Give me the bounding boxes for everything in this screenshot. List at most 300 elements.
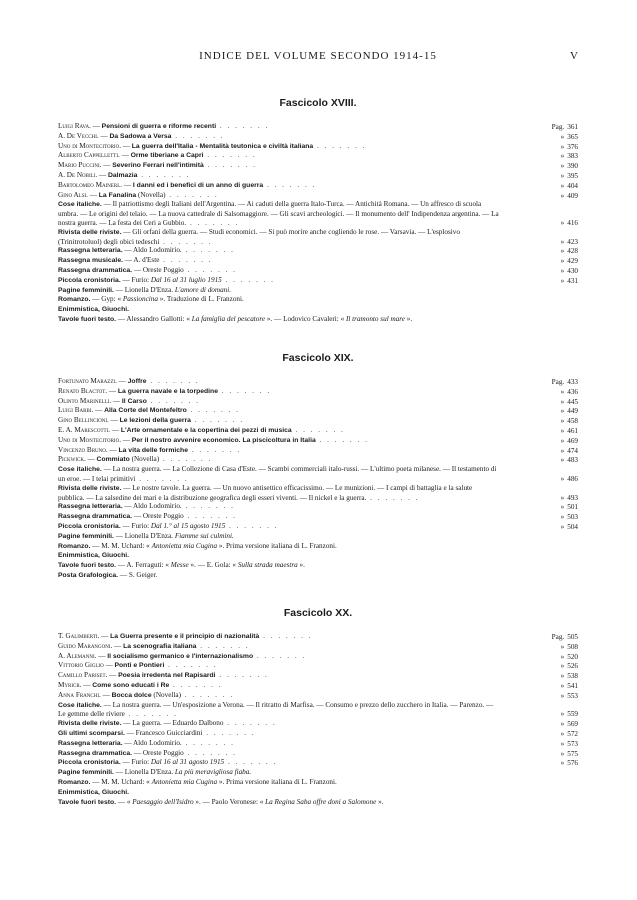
leader-dots: . . . . . . . xyxy=(165,190,219,199)
entry-text xyxy=(58,512,578,522)
entry-separator: — xyxy=(87,190,99,199)
page-number: 553 xyxy=(567,691,578,700)
entry-separator: — xyxy=(97,170,108,179)
entry-title: La scenografia italiana xyxy=(123,642,197,650)
leader-dots: . . . . . . . xyxy=(224,758,278,767)
page-label: » xyxy=(560,513,565,522)
leader-dots: . . . . . . . xyxy=(181,738,235,747)
page-label: » xyxy=(560,662,565,671)
entry-page xyxy=(538,633,578,642)
entry-page xyxy=(538,475,578,484)
entry-description: — A. d'Este xyxy=(122,256,160,265)
entry-description: — Oreste Poggio xyxy=(132,265,184,274)
entry-text xyxy=(58,387,578,397)
index-entry xyxy=(58,377,578,387)
page-number: 458 xyxy=(567,417,578,426)
index-entry xyxy=(58,768,578,778)
entry-description: — Le nostre tavole. La guerra. — Un nuovo antisettico efficacissimo. — Le munizioni. — I campi di battaglia e la salute pubblica. — La salsedine dei mari e la distribuzione geografica degli esseri viventi. — Il nickel e la guerra. xyxy=(58,483,473,502)
entry-text xyxy=(58,729,578,739)
entry-rubric: Pagine femminili. xyxy=(58,286,114,294)
entry-text xyxy=(58,484,578,503)
leader-dots: . . . . . . . xyxy=(202,728,256,737)
page-label: » xyxy=(560,266,565,275)
entry-text xyxy=(58,416,578,426)
entry-title: Orme tiberiane a Capri xyxy=(130,152,204,160)
entry-description: ». — Paolo Veronese: « xyxy=(193,797,266,806)
leader-dots: . . . . . . . xyxy=(259,632,313,640)
section-title: Fascicolo XVIII. xyxy=(279,97,357,109)
entry-page xyxy=(538,643,578,652)
index-entry xyxy=(58,406,578,416)
page-label: » xyxy=(560,652,565,661)
entry-rubric: Posta Grafologica. xyxy=(58,571,119,579)
page-number: 445 xyxy=(567,397,578,406)
leader-dots: . . . . . . . xyxy=(291,425,345,434)
page-number: 430 xyxy=(567,266,578,275)
index-entry xyxy=(58,181,578,191)
entry-page xyxy=(538,407,578,416)
fascicolo-xix-section xyxy=(58,352,578,581)
entry-author: Mario Puccini. xyxy=(58,161,102,170)
entry-separator: — xyxy=(121,435,132,444)
page-label: » xyxy=(560,446,565,455)
entry-description: — M. M. Uchard: « xyxy=(90,541,152,550)
index-entry xyxy=(58,436,578,446)
page-number: 486 xyxy=(567,474,578,483)
leader-dots: . . . . . . . xyxy=(135,474,189,483)
leader-dots: . . . . . . . xyxy=(180,690,235,699)
entry-rubric: Rivista delle riviste. xyxy=(58,484,122,492)
entry-italic: L'amore di domani. xyxy=(174,285,232,294)
page-label: Pag. xyxy=(551,123,565,131)
index-entry xyxy=(58,661,578,671)
entry-page xyxy=(538,523,578,532)
entry-text xyxy=(58,446,578,456)
index-entry xyxy=(58,266,578,276)
entry-title: Bocca dolce xyxy=(111,691,152,699)
page-label: » xyxy=(560,729,565,738)
entry-title: Le lezioni della guerra xyxy=(119,417,191,425)
entry-text xyxy=(58,749,578,759)
index-entry xyxy=(58,142,578,152)
entry-description: — Oreste Poggio xyxy=(132,748,184,757)
entry-separator: — xyxy=(122,180,133,189)
page-label: » xyxy=(560,257,565,266)
index-entry xyxy=(58,739,578,749)
section-title: Fascicolo XIX. xyxy=(282,352,354,364)
page-label: » xyxy=(560,132,565,141)
entry-page xyxy=(538,182,578,191)
entry-text xyxy=(58,397,578,407)
entry-description: — La guerra. — Eduardo Dalbono xyxy=(121,719,224,728)
entry-text xyxy=(58,719,578,729)
entry-page xyxy=(538,162,578,171)
entry-text xyxy=(58,681,578,691)
leader-dots: . . . . . . . xyxy=(218,386,272,395)
entry-rubric: Rivista delle riviste. xyxy=(58,228,122,236)
entry-description: — Furio: xyxy=(120,521,151,530)
entry-description: — Il patriottismo degli Italiani dell'Argentina. — Ai caduti della guerra Italo-Turca. — Antichità Romana. — Un affresco di scuola umbra. — Le origini del telaio. — La nuova cattedrale di Salsomaggiore. — Gli scavi archeologici. — Il monumento dell' Indipendenza argentina. — La nostra guerra. — La festa dei Ceri a Gubbio. xyxy=(58,200,499,227)
entry-rubric: Tavole fuori testo. xyxy=(58,315,117,323)
index-entry xyxy=(58,758,578,768)
entry-description: — Furio: xyxy=(120,275,151,284)
entry-description: — S. Geiger. xyxy=(118,570,158,579)
page-label: » xyxy=(560,720,565,729)
page-number: 493 xyxy=(567,493,578,502)
entry-italic: Dal 16 al 31 luglio 1915 xyxy=(150,275,222,284)
entry-rubric: Rassegna letteraria. xyxy=(58,503,123,511)
entry-page xyxy=(538,417,578,426)
fascicolo-xx-section xyxy=(58,607,578,807)
entry-author: Guido Marangoni. xyxy=(58,641,113,650)
running-title: INDICE DEL VOLUME SECONDO 1914-15 xyxy=(199,50,437,62)
index-entry xyxy=(58,542,578,552)
index-entry xyxy=(58,122,578,132)
entry-description: — Aldo Lodomirio. xyxy=(122,502,182,511)
page-label: » xyxy=(560,672,565,681)
entry-genre: (Novella) xyxy=(136,190,166,199)
page-label: Pag. xyxy=(551,633,565,641)
page-label: » xyxy=(560,218,565,227)
index-entry xyxy=(58,484,578,503)
entry-italic: La Regina Saba offre doni a Salomone xyxy=(265,797,377,806)
page-number: 559 xyxy=(567,710,578,719)
entry-page xyxy=(538,653,578,662)
entry-description: — M. M. Uchard: « xyxy=(90,777,152,786)
entry-title: La Fanalina xyxy=(98,191,137,199)
entry-rubric: Rassegna musicale. xyxy=(58,257,123,265)
page-label: » xyxy=(560,493,565,502)
entry-separator: — xyxy=(121,141,132,150)
index-entry xyxy=(58,632,578,642)
entry-text xyxy=(58,295,578,305)
entry-author: Gino Bellincioni. xyxy=(58,416,109,425)
entry-page xyxy=(538,503,578,512)
index-entry xyxy=(58,295,578,305)
leader-dots: . . . . . . . xyxy=(203,151,257,160)
page-number: 572 xyxy=(567,729,578,738)
entry-description: ». — Lodovico Cavaleri: « xyxy=(265,314,346,323)
index-entry xyxy=(58,132,578,142)
entry-text xyxy=(58,122,578,132)
entry-author: A. De Nobili. xyxy=(58,170,98,179)
entry-description: — Francesco Guicciardini xyxy=(124,728,203,737)
entry-text xyxy=(58,305,578,315)
leader-dots: . . . . . . . xyxy=(181,246,235,255)
page-label: » xyxy=(560,407,565,416)
leader-dots: . . . . . . . xyxy=(215,671,269,680)
entry-rubric: Enimmistica, Giuochi. xyxy=(58,788,130,796)
index-entry xyxy=(58,532,578,542)
page-number: 376 xyxy=(567,142,578,151)
index-entry xyxy=(58,671,578,681)
entry-italic: Paesaggio dell'Isidro xyxy=(132,797,194,806)
entry-description: — Aldo Lodomirio. xyxy=(122,246,182,255)
index-entry xyxy=(58,305,578,315)
entry-rubric: Piccola cronistoria. xyxy=(58,276,121,284)
page-number: 483 xyxy=(567,456,578,465)
entry-page xyxy=(538,720,578,729)
page-label: » xyxy=(560,436,565,445)
entry-italic: La famiglia del pescatore xyxy=(191,314,266,323)
entry-author: Gino Alsi. xyxy=(58,190,88,199)
entry-page xyxy=(538,740,578,749)
entry-rubric: Rassegna drammatica. xyxy=(58,513,133,521)
entry-text xyxy=(58,652,578,662)
entry-description: — « xyxy=(116,797,133,806)
leader-dots: . . . . . . . xyxy=(183,265,237,274)
entry-text xyxy=(58,778,578,788)
leader-dots: . . . . . . . xyxy=(183,512,237,521)
entry-rubric: Pagine femminili. xyxy=(58,769,114,777)
page-label: » xyxy=(560,503,565,512)
entry-page xyxy=(538,172,578,181)
entry-text xyxy=(58,788,578,798)
entry-italic: Messe xyxy=(170,561,189,570)
entry-separator: — xyxy=(99,632,111,640)
leader-dots: . . . . . . . xyxy=(146,396,201,405)
entry-genre: (Novella) xyxy=(129,455,160,464)
page-number: V xyxy=(570,50,578,62)
entry-text xyxy=(58,200,578,227)
entry-separator: — xyxy=(110,425,121,434)
entry-author: Anna Franchi. xyxy=(58,690,101,699)
entry-text xyxy=(58,181,578,191)
entry-text xyxy=(58,571,578,581)
page-number: 433 xyxy=(567,378,578,386)
entry-italic: Sulla strada maestra xyxy=(237,561,298,570)
page-number: 431 xyxy=(567,276,578,285)
index-entry xyxy=(58,455,578,465)
leader-dots: . . . . . . . xyxy=(315,435,369,444)
entry-page xyxy=(538,277,578,286)
entry-author: Vincenzo Bruno. xyxy=(58,445,108,454)
entry-text xyxy=(58,632,578,642)
entry-author: A. Alemanni. xyxy=(58,651,97,660)
entry-separator: — xyxy=(93,406,105,415)
index-entry xyxy=(58,681,578,691)
index-entry xyxy=(58,691,578,701)
entry-text xyxy=(58,171,578,181)
entry-italic: Antonietta mia Cugina xyxy=(151,541,218,550)
entry-title: L'Arte ornamentale e la copertina dei pezzi di musica xyxy=(120,426,292,434)
entry-text xyxy=(58,246,578,256)
entry-text xyxy=(58,561,578,571)
entry-text xyxy=(58,542,578,552)
entry-separator: — xyxy=(119,151,131,160)
entry-description: — A. Ferraguti: « xyxy=(116,561,171,570)
entry-rubric: Enimmistica, Giuochi. xyxy=(58,306,130,314)
entry-description: — La nostra guerra. — Un'esposizione a Verona. — Il ritratto di Marfisa. — Consumo e prezzo dello zucchero in Italia. — Parenzo. — Le gemme delle riviere xyxy=(58,700,494,719)
entry-text xyxy=(58,691,578,701)
index-entry xyxy=(58,798,578,808)
entry-page xyxy=(538,267,578,276)
entry-title: La vita delle formiche xyxy=(118,446,188,454)
page-number: 526 xyxy=(567,662,578,671)
page-label: » xyxy=(560,739,565,748)
entry-text xyxy=(58,191,578,201)
page-label: » xyxy=(560,397,565,406)
entry-text xyxy=(58,661,578,671)
index-entry xyxy=(58,719,578,729)
page-number: 383 xyxy=(567,152,578,161)
entry-author: A. De Vecchi. xyxy=(58,131,99,140)
page-label: Pag. xyxy=(551,378,565,386)
entry-page xyxy=(538,456,578,465)
entry-title: La Guerra presente e il principio di nazionalità xyxy=(110,633,260,640)
entry-page xyxy=(538,759,578,768)
index-entry xyxy=(58,276,578,286)
entry-text xyxy=(58,465,578,484)
entry-page xyxy=(538,238,578,247)
page-number: 429 xyxy=(567,257,578,266)
index-entry xyxy=(58,502,578,512)
entry-italic: Dal 16 al 31 agosto 1915 xyxy=(150,758,225,767)
entry-text xyxy=(58,758,578,768)
page-number: 423 xyxy=(567,237,578,246)
entry-description: ». Traduzione di L. Franzoni. xyxy=(157,295,244,304)
entry-separator: — xyxy=(107,671,119,680)
page-label: » xyxy=(560,749,565,758)
index-entry xyxy=(58,642,578,652)
page-number: 390 xyxy=(567,162,578,171)
page-number: 538 xyxy=(567,672,578,681)
index-entry xyxy=(58,522,578,532)
entry-text xyxy=(58,551,578,561)
leader-dots: . . . . . . . xyxy=(124,710,179,719)
index-entry xyxy=(58,446,578,456)
page-number: 576 xyxy=(567,759,578,768)
index-entry xyxy=(58,151,578,161)
entry-description: — Lionella D'Enza. xyxy=(113,285,175,294)
entry-title: Commiato xyxy=(96,456,130,464)
entry-page xyxy=(538,682,578,691)
page-number: 474 xyxy=(567,446,578,455)
index-entry xyxy=(58,749,578,759)
index-entry xyxy=(58,246,578,256)
page-label: » xyxy=(560,710,565,719)
page-number: 469 xyxy=(567,436,578,445)
index-entry xyxy=(58,701,578,720)
entry-title: Come sono educati i Re xyxy=(92,681,170,689)
entry-rubric: Rivista delle riviste. xyxy=(58,720,122,728)
entry-rubric: Tavole fuori testo. xyxy=(58,798,117,806)
entry-description: — Alessandro Gallotti: « xyxy=(116,314,192,323)
page-label: » xyxy=(560,171,565,180)
entry-description: ». Prima versione italiana di L. Franzoni. xyxy=(217,541,337,550)
entry-text xyxy=(58,161,578,171)
entry-author: Uno di Montecitorio. xyxy=(58,435,121,444)
entry-page xyxy=(538,378,578,387)
index-entry xyxy=(58,571,578,581)
index-entry xyxy=(58,551,578,561)
leader-dots: . . . . . . . xyxy=(196,641,250,650)
entry-italic: Il tramonto sul mare xyxy=(345,314,405,323)
index-entry xyxy=(58,191,578,201)
entry-text xyxy=(58,502,578,512)
entry-text xyxy=(58,426,578,436)
entry-rubric: Rassegna letteraria. xyxy=(58,739,123,747)
entry-rubric: Cose italiche. xyxy=(58,466,102,474)
entry-text xyxy=(58,132,578,142)
index-entry xyxy=(58,512,578,522)
entry-italic: La più meravigliosa fiaba. xyxy=(174,768,252,777)
entry-separator: — xyxy=(107,386,118,395)
entry-rubric: Cose italiche. xyxy=(58,201,102,209)
entry-page xyxy=(538,247,578,256)
entry-author: Myricr. xyxy=(58,680,82,689)
leader-dots: . . . . . . . xyxy=(216,122,270,130)
index-entry xyxy=(58,729,578,739)
entry-description: ». — E. Gola: « xyxy=(188,561,238,570)
entry-title: Da Sadowa a Versa xyxy=(109,132,172,140)
entry-author: E. A. Marescotti. xyxy=(58,425,111,434)
page-number: 449 xyxy=(567,407,578,416)
leader-dots: . . . . . . . xyxy=(190,416,245,425)
entry-rubric: Rassegna drammatica. xyxy=(58,749,133,757)
entry-rubric: Rassegna letteraria. xyxy=(58,247,123,255)
leader-dots: . . . . . . . xyxy=(203,161,257,170)
entry-text xyxy=(58,532,578,542)
entry-description: — Aldo Lodomirio. xyxy=(122,738,182,747)
entry-text xyxy=(58,455,578,465)
entry-author: Olinto Marinelli. xyxy=(58,396,112,405)
entry-text xyxy=(58,522,578,532)
entry-page xyxy=(538,219,578,228)
index-entry xyxy=(58,315,578,325)
entry-description: — Gyp: « xyxy=(90,295,123,304)
entry-rubric: Romanzo. xyxy=(58,542,91,550)
entry-title: Joffre xyxy=(127,378,147,385)
fascicolo-xviii-section xyxy=(58,97,578,325)
entry-description: — La nostra guerra. — La Collezione di Casa d'Este. — Scambi commerciali italo-russi. — L'ultimo poeta milanese. — Il testamento di un eroe. — I telai primitivi xyxy=(58,465,497,483)
leader-dots: . . . . . . . xyxy=(159,237,213,246)
page-number: 416 xyxy=(567,218,578,227)
entry-text xyxy=(58,739,578,749)
entry-description: ». Prima versione italiana di L. Franzoni. xyxy=(217,777,337,786)
page-number: 541 xyxy=(567,681,578,690)
entry-title: Pensioni di guerra e riforme recenti xyxy=(101,123,217,130)
entry-separator: — xyxy=(107,445,119,454)
page-label: » xyxy=(560,142,565,151)
leader-dots: . . . . . . . xyxy=(263,180,317,189)
page-label: » xyxy=(560,181,565,190)
page-number: 573 xyxy=(567,739,578,748)
leader-dots: . . . . . . . xyxy=(164,661,218,670)
entry-rubric: Tavole fuori testo. xyxy=(58,562,117,570)
entry-italic: Passioncina xyxy=(122,295,158,304)
page-number: 361 xyxy=(567,123,578,131)
page-number: 504 xyxy=(567,522,578,531)
index-entry xyxy=(58,200,578,227)
page-label: » xyxy=(560,456,565,465)
entry-page xyxy=(538,257,578,266)
page-label: » xyxy=(560,162,565,171)
entry-page xyxy=(538,672,578,681)
leader-dots: . . . . . . . xyxy=(225,521,279,530)
entry-text xyxy=(58,266,578,276)
entry-text xyxy=(58,276,578,286)
entry-separator: — xyxy=(100,690,112,699)
entry-title: Il socialismo germanico e l'internazionalismo xyxy=(107,652,254,660)
entry-separator: — xyxy=(96,651,108,660)
entry-description: — Furio: xyxy=(120,758,151,767)
page-label: » xyxy=(560,759,565,768)
entry-page xyxy=(538,692,578,701)
index-entry xyxy=(58,465,578,484)
entry-description: — Oreste Poggio xyxy=(132,512,184,521)
page-label: » xyxy=(560,681,565,690)
